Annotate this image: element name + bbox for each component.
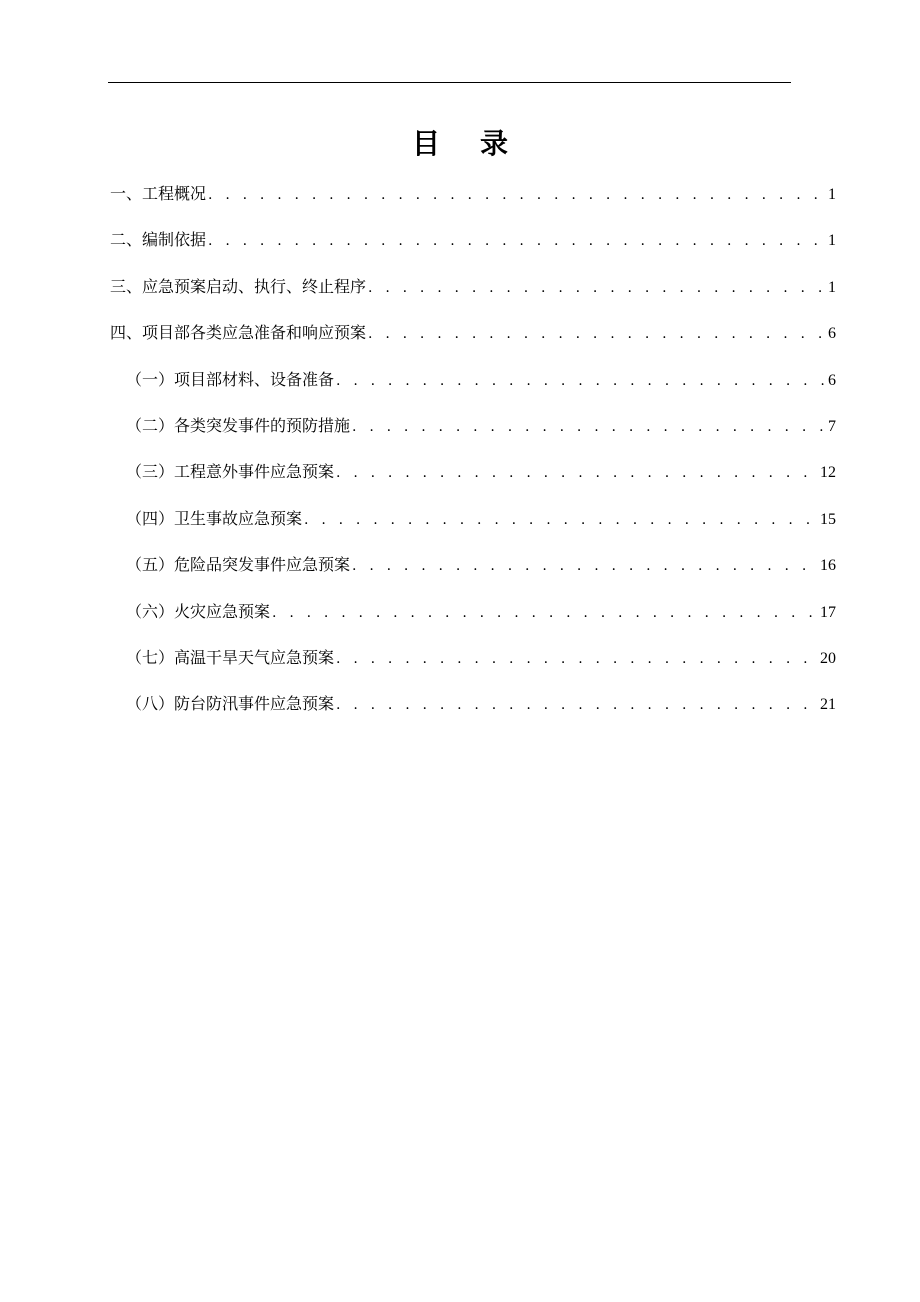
toc-entry-label: 二、编制依据 <box>110 230 207 250</box>
toc-dot-leader <box>368 272 826 304</box>
toc-dot-leader <box>272 597 818 629</box>
toc-entry-label: （二）各类突发事件的预防措施 <box>126 415 351 435</box>
toc-entry-page: 21 <box>820 696 836 714</box>
toc-title: 目录 <box>411 127 548 160</box>
toc-entry[interactable] <box>110 688 836 734</box>
toc-entry[interactable] <box>110 317 836 363</box>
toc-entry[interactable] <box>110 364 836 410</box>
toc-list <box>110 178 836 735</box>
toc-entry[interactable] <box>110 456 836 502</box>
toc-entry-page: 1 <box>828 186 836 203</box>
toc-entry-page: 12 <box>820 464 836 482</box>
toc-entry[interactable] <box>110 271 836 317</box>
toc-dot-leader <box>208 179 826 211</box>
toc-entry-page: 20 <box>820 649 836 667</box>
toc-entry-page: 7 <box>828 417 836 435</box>
toc-entry-label: （六）火灾应急预案 <box>126 601 271 621</box>
toc-entry-label: 三、应急预案启动、执行、终止程序 <box>110 276 367 296</box>
toc-entry-label: （五）危险品突发事件应急预案 <box>126 555 351 575</box>
toc-entry-page: 1 <box>828 278 836 296</box>
header-rule <box>108 82 791 83</box>
toc-dot-leader <box>352 411 826 443</box>
toc-entry-page: 15 <box>820 510 836 528</box>
toc-entry-label: 一、工程概况 <box>110 184 207 203</box>
toc-dot-leader <box>352 550 818 582</box>
toc-entry-page: 6 <box>828 325 836 343</box>
toc-dot-leader <box>336 643 818 675</box>
toc-entry-page: 1 <box>828 232 836 250</box>
toc-entry-label: 四、项目部各类应急准备和响应预案 <box>110 323 367 343</box>
toc-entry-page: 17 <box>820 603 836 621</box>
toc-dot-leader <box>208 225 826 257</box>
toc-entry[interactable] <box>110 224 836 270</box>
toc-dot-leader <box>304 504 818 536</box>
toc-entry-page: 6 <box>828 371 836 389</box>
toc-entry[interactable] <box>110 410 836 456</box>
toc-entry[interactable] <box>110 549 836 595</box>
toc-entry[interactable] <box>110 503 836 549</box>
toc-entry[interactable] <box>110 178 836 224</box>
toc-entry-page: 16 <box>820 557 836 575</box>
toc-dot-leader <box>368 318 826 350</box>
toc-entry-label: （四）卫生事故应急预案 <box>126 508 303 528</box>
toc-entry-label: （三）工程意外事件应急预案 <box>126 462 335 482</box>
toc-entry[interactable] <box>110 596 836 642</box>
toc-entry-label: （八）防台防汛事件应急预案 <box>126 694 335 714</box>
toc-dot-leader <box>336 457 818 489</box>
toc-entry-label: （七）高温干旱天气应急预案 <box>126 647 335 667</box>
toc-dot-leader <box>336 365 826 397</box>
toc-entry[interactable] <box>110 642 836 688</box>
toc-dot-leader <box>336 689 818 721</box>
toc-entry-label: （一）项目部材料、设备准备 <box>126 369 335 389</box>
